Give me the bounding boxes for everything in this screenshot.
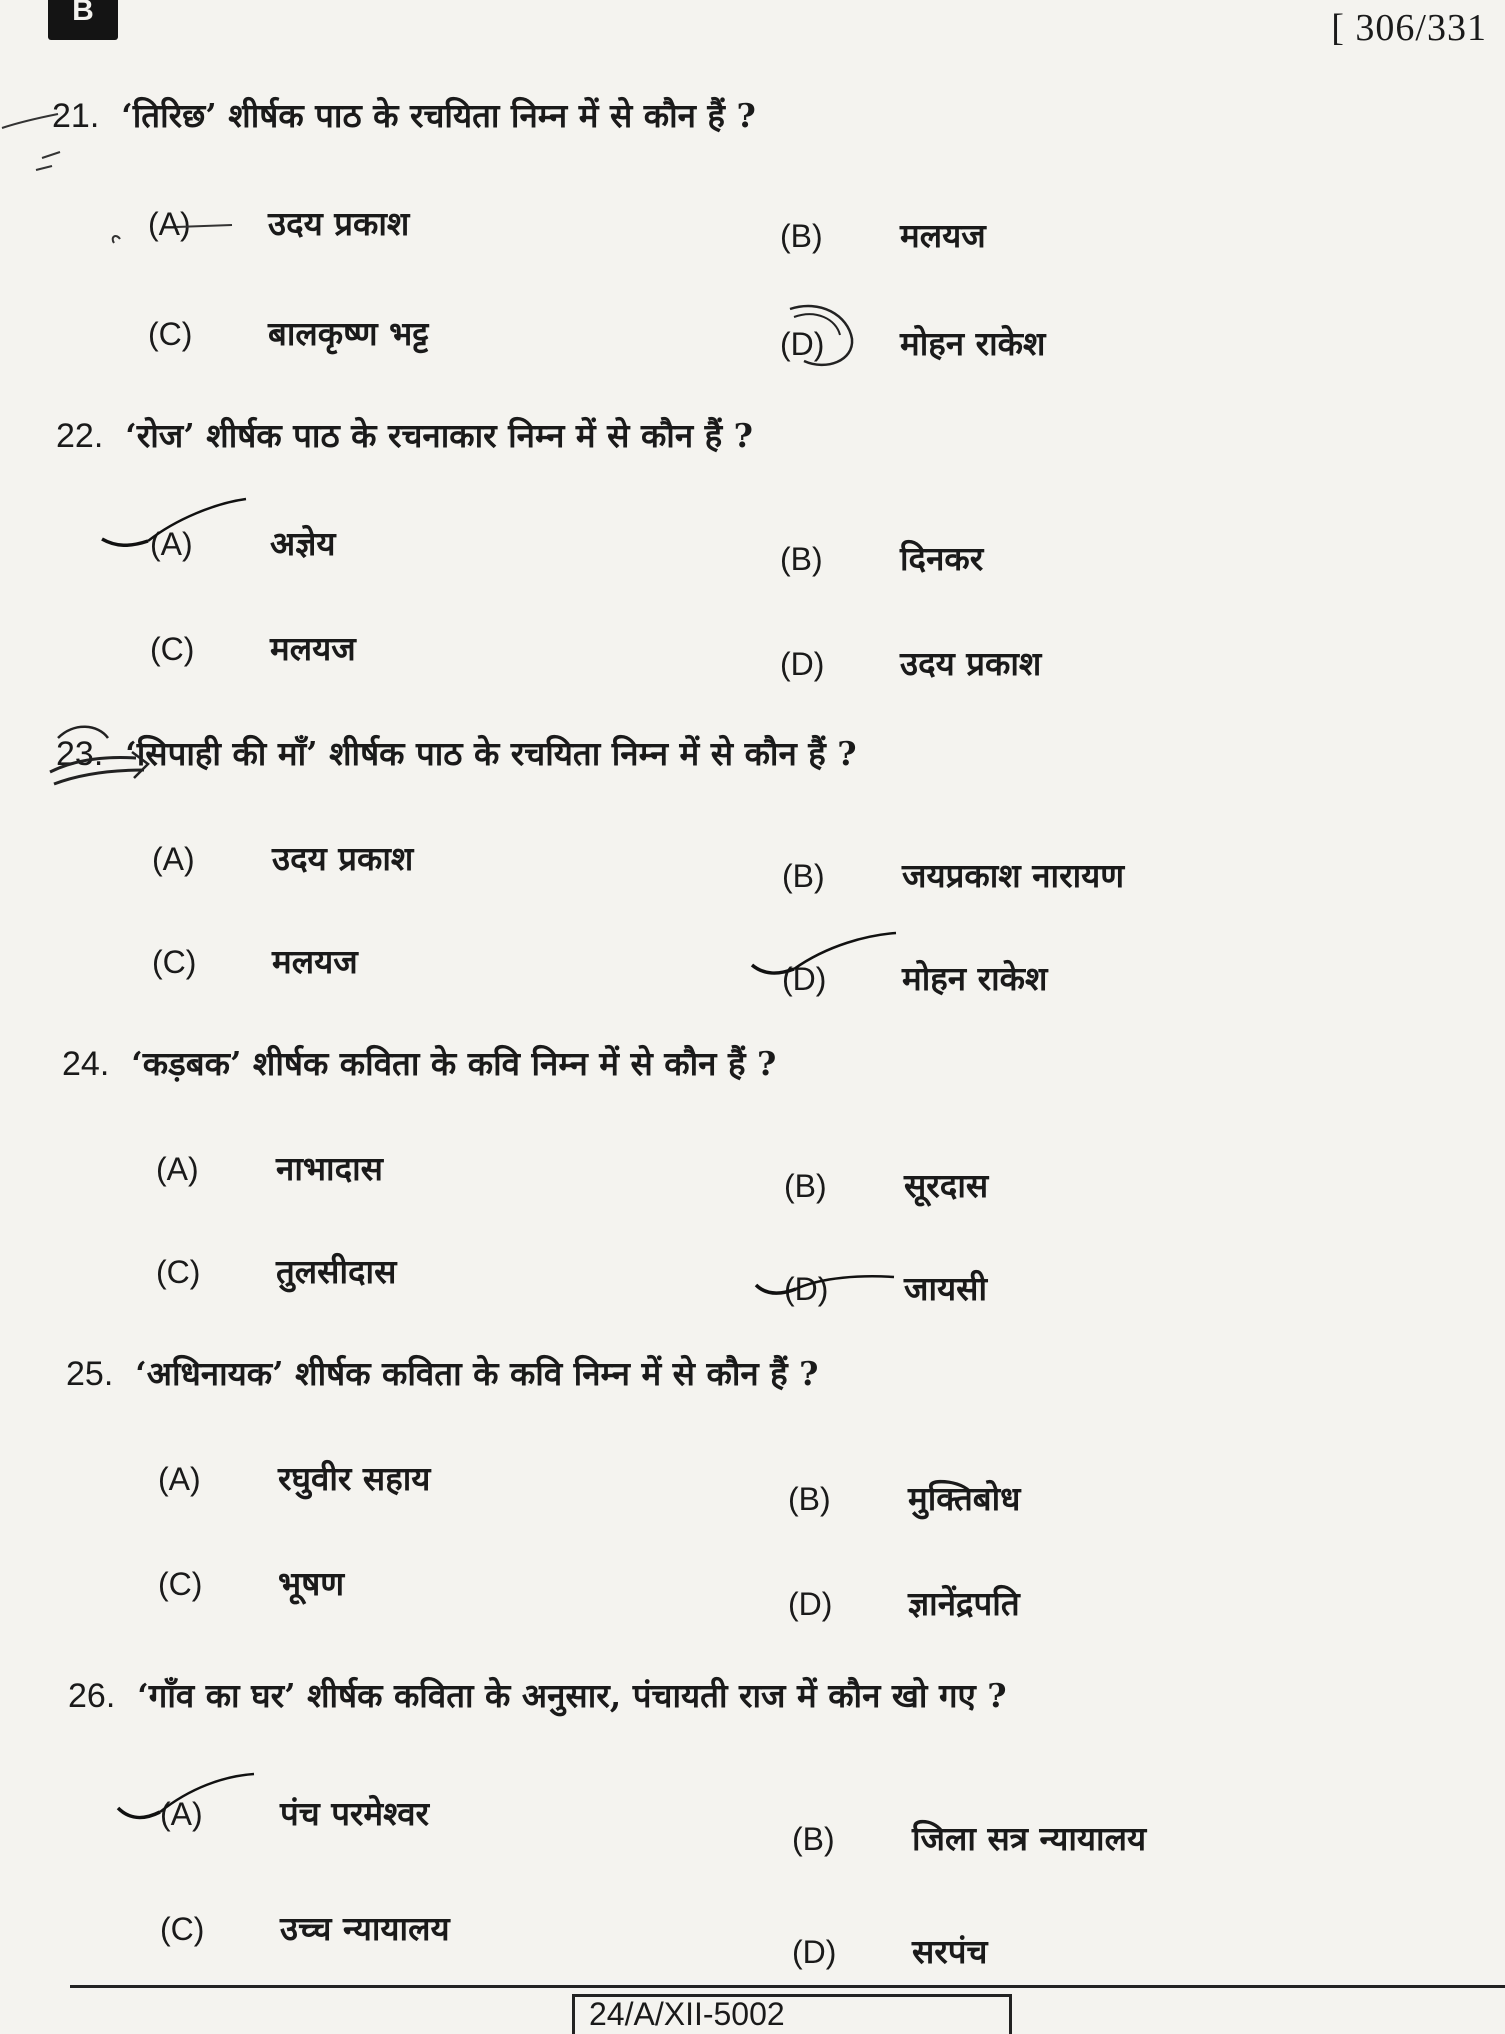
option-letter: (B) [782, 858, 825, 894]
question-text: ‘तिरिछ’ शीर्षक पाठ के रचयिता निम्न में से कौन हैं ? [121, 96, 756, 135]
option-b [784, 1162, 988, 1207]
option-text: अज्ञेय [270, 524, 336, 563]
option-d [784, 1265, 987, 1310]
option-c [152, 938, 358, 983]
option-text: बालकृष्ण भट्ट [268, 314, 429, 353]
option-letter: (D) [780, 326, 825, 362]
question-stem [66, 1350, 819, 1395]
option-text: उदय प्रकाश [272, 839, 414, 878]
option-c [150, 625, 356, 670]
option-text: सरपंच [912, 1932, 988, 1971]
question-number: 21. [52, 97, 100, 135]
page-code: [ 306/331 [1331, 7, 1487, 49]
option-b [780, 535, 983, 580]
option-letter: (B) [788, 1481, 831, 1517]
option-letter: (D) [784, 1271, 829, 1307]
option-letter: (C) [148, 316, 193, 352]
question-text: ‘रोज’ शीर्षक पाठ के रचनाकार निम्न में से कौन हैं ? [125, 416, 753, 455]
question-number: 24. [62, 1045, 110, 1083]
option-d [792, 1928, 988, 1973]
option-c [158, 1560, 344, 1605]
option-d [788, 1580, 1020, 1625]
option-letter: (B) [780, 218, 823, 254]
option-text: मोहन राकेश [900, 324, 1046, 363]
option-letter: (A) [152, 841, 195, 877]
question-stem [56, 730, 857, 775]
option-a [156, 1145, 383, 1190]
option-text: जायसी [904, 1269, 988, 1308]
question-number: 25. [66, 1355, 114, 1393]
option-letter: (A) [148, 206, 191, 242]
question-text: ‘कड़बक’ शीर्षक कविता के कवि निम्न में से कौन हैं ? [131, 1044, 777, 1083]
option-text: ज्ञानेंद्रपति [908, 1584, 1020, 1623]
option-b [792, 1815, 1146, 1860]
option-d [780, 320, 1045, 365]
option-letter: (A) [158, 1461, 201, 1497]
option-text: दिनकर [900, 539, 984, 578]
option-text: उच्च न्यायालय [280, 1909, 450, 1948]
option-letter: (A) [156, 1151, 199, 1187]
question-text: ‘सिपाही की माँ’ शीर्षक पाठ के रचयिता निम्न में से कौन हैं ? [125, 734, 857, 773]
option-b [788, 1475, 1020, 1520]
option-letter: (D) [780, 646, 825, 682]
option-text: मुक्तिबोध [908, 1479, 1021, 1518]
option-b [782, 852, 1124, 897]
option-c [148, 310, 428, 355]
option-c [156, 1248, 396, 1293]
option-text: मोहन राकेश [902, 959, 1048, 998]
option-letter: (C) [150, 631, 195, 667]
option-letter: (B) [780, 541, 823, 577]
option-text: तुलसीदास [276, 1252, 397, 1291]
option-d [780, 640, 1041, 685]
question-stem [62, 1040, 776, 1085]
question-text: ‘गाँव का घर’ शीर्षक कविता के अनुसार, पंचायती राज में कौन खो गए ? [137, 1676, 1007, 1715]
option-b [780, 212, 986, 257]
option-a [150, 520, 336, 565]
option-text: मलयज [270, 629, 356, 668]
question-number: 23. [56, 735, 104, 773]
option-text: नाभादास [276, 1149, 383, 1188]
option-letter: (D) [792, 1934, 837, 1970]
set-badge: B [48, 0, 118, 40]
question-number: 22. [56, 417, 104, 455]
option-text: जयप्रकाश नारायण [902, 856, 1125, 895]
option-text: भूषण [278, 1564, 345, 1603]
option-text: मलयज [272, 942, 358, 981]
option-text: जिला सत्र न्यायालय [912, 1819, 1147, 1858]
footer-rule [70, 1985, 1505, 1988]
footer-code: 24/A/XII-5002 [572, 1994, 1012, 2034]
option-letter: (C) [156, 1254, 201, 1290]
option-c [160, 1905, 450, 1950]
option-a [160, 1790, 429, 1835]
option-a [148, 200, 409, 245]
option-letter: (B) [792, 1821, 835, 1857]
option-letter: (C) [152, 944, 197, 980]
option-text: उदय प्रकाश [900, 644, 1042, 683]
option-letter: (C) [158, 1566, 203, 1602]
option-text: पंच परमेश्वर [280, 1794, 430, 1833]
question-stem [56, 412, 753, 457]
option-a [158, 1455, 430, 1500]
option-text: मलयज [900, 216, 986, 255]
option-letter: (D) [782, 961, 827, 997]
question-stem [52, 92, 756, 137]
question-number: 26. [68, 1677, 116, 1715]
option-a [152, 835, 413, 880]
option-text: उदय प्रकाश [268, 204, 410, 243]
option-text: सूरदास [904, 1166, 989, 1205]
option-d [782, 955, 1047, 1000]
option-letter: (A) [160, 1796, 203, 1832]
option-text: रघुवीर सहाय [278, 1459, 431, 1498]
option-letter: (B) [784, 1168, 827, 1204]
question-text: ‘अधिनायक’ शीर्षक कविता के कवि निम्न में से कौन हैं ? [135, 1354, 819, 1393]
option-letter: (A) [150, 526, 193, 562]
option-letter: (C) [160, 1911, 205, 1947]
option-letter: (D) [788, 1586, 833, 1622]
question-stem [68, 1672, 1007, 1717]
